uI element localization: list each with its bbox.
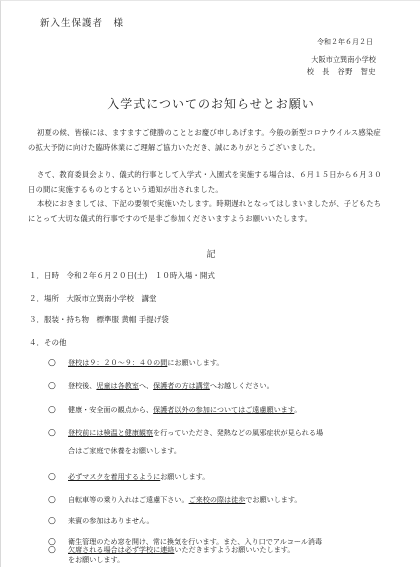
item-other: ４．その他 — [29, 338, 67, 347]
paragraph-request: 本校におきましては、下記の要領で実施いたします。時期遅れとなってはしまいましたが、子どもたちにとって大切な儀式的行事ですので是非ご参加くださいますようお願いいたします。 — [28, 199, 382, 223]
paragraph-greeting: 初夏の候、皆様には、ますますご健勝のこととお慶び申しあげます。今般の新型コロナウイルス感染症の拡大予防に向けた臨時休業にご理解ご協力いただき、誠にありがとうございました。 — [28, 128, 381, 152]
document-page: 新入生保護者 様 令和２年６月２日 大阪市立巽南小学校 校 長 谷野 智史 入学式についてのお知らせとお願い 初夏の候、皆様には、ますますご健勝のこととお慶び申しあげます。今般の新型コロナウイルス感染症の拡大予防に向けた臨時休業にご理解ご協力いただき、誠にありがとうございました。 さて、教育委員会より、儀式的行事として入学式・入園式を実施する場合は、６月１５日から６月３０日の間に実施するものとするという通知が出されました。 本校におきましては、下記の要領で実施いたします。時期遅れとなってはしまいましたが、子どもたちにとって大切な儀式的行事ですので是非ご参加くださいますようお願いいたします。 記 １．日時 令和２年６月２０日(土) １０時入場・開式 ２．場所 大阪市立巽南小学校 講堂 ３．服装・持ち物 標準服 黄帽 手提げ袋 ４．その他 ○ 登校は９：２０〜９：４０の間にお願いします。 ○ 登校後、児童は各教室へ、保護者の方は講堂へお越しください。 ○ 健康・安全面の観点から、保護者以外の参加についてはご遠慮願います。 ○ 登校前には検温と健康観察を行っていただき、発熱などの風邪症状が見られる場 合はご家庭で休養をお願いします。 ○ 必ずマスクを着用するようにお願いします。 ○ 自転車等の乗り入れはご遠慮下さい。ご来校の際は徒歩でお願いします。 ○ 来賓の参加はありません。 ○ 衛生管理のため窓を開け、常に換気を行います。また、入り口でアルコール消毒 をお願いします。 ○ 欠席される場合は必ず学校に連絡いただきますようお願いいたします。 — [0, 0, 420, 567]
circle-bullet-icon: ○ — [48, 495, 56, 505]
item-attire: ３．服装・持ち物 標準服 黄帽 手提げ袋 — [29, 315, 169, 324]
addressee: 新入生保護者 様 — [40, 18, 125, 29]
document-title: 入学式についてのお知らせとお願い — [107, 97, 315, 111]
school-name: 大阪市立巽南小学校 — [311, 55, 376, 64]
circle-bullet-icon: ○ — [48, 381, 56, 391]
circle-bullet-icon: ○ — [48, 472, 56, 482]
circle-bullet-icon: ○ — [48, 516, 56, 526]
circle-bullet-icon: ○ — [48, 358, 56, 368]
paragraph-notice: さて、教育委員会より、儀式的行事として入学式・入園式を実施する場合は、６月１５日から６月３０日の間に実施するものとするという通知が出されました。 — [28, 170, 382, 194]
item-place: ２．場所 大阪市立巽南小学校 講堂 — [29, 294, 157, 303]
circle-bullet-icon: ○ — [48, 428, 56, 438]
item-datetime: １．日時 令和２年６月２０日(土) １０時入場・開式 — [29, 271, 215, 280]
issue-date: 令和２年６月２日 — [317, 38, 373, 46]
circle-bullet-icon: ○ — [48, 545, 56, 555]
circle-bullet-icon: ○ — [48, 537, 56, 547]
principal-name: 校 長 谷野 智史 — [306, 67, 376, 76]
ki-heading: 記 — [206, 250, 216, 260]
circle-bullet-icon: ○ — [48, 405, 56, 415]
